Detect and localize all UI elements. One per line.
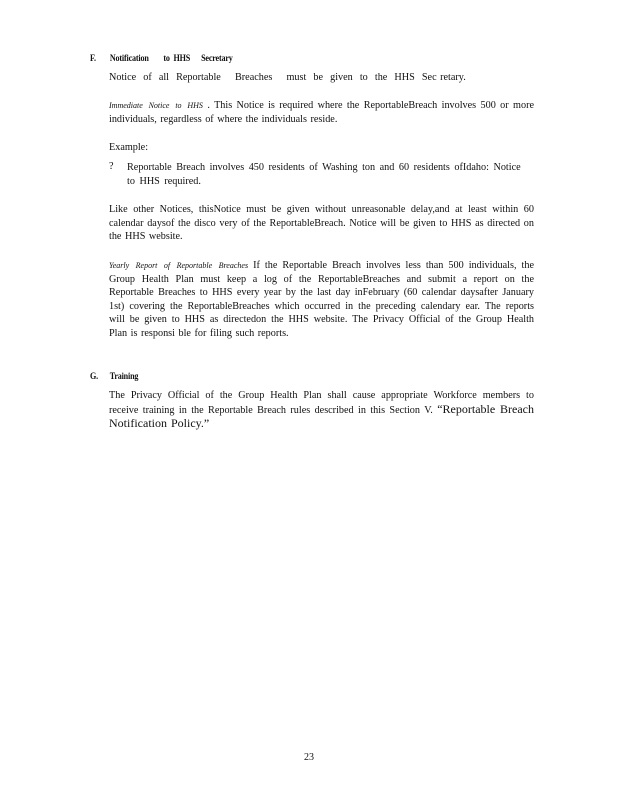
section-title: Training <box>109 371 139 381</box>
section-f-heading <box>90 53 233 63</box>
bullet-marker: ? <box>109 161 114 172</box>
example-bullet-text: Reportable Breach involves 450 residents of Washing ton and 60 residents ofIdaho: Notice to HHS required. <box>127 162 521 187</box>
section-letter: F. <box>90 53 96 63</box>
other-notices-paragraph: Like other Notices, thisNotice must be given without unreasonable delay,and at least within 60 calendar daysof the disco very of the ReportableBreach. Notice will be given to HHS as directed on the HHS website. <box>109 204 534 242</box>
section-title: Notification to HHS Secretary <box>109 53 233 63</box>
training-paragraph <box>109 389 534 432</box>
page-number: 23 <box>304 752 314 763</box>
yearly-report-lead: Yearly Report of Reportable Breaches <box>109 261 249 270</box>
section-g-heading <box>90 371 138 381</box>
training-text: The Privacy Official of the Group Health Plan shall cause appropriate Workforce members to receive training in the Reportable Breach rules described in this Section V. <box>109 390 534 416</box>
immediate-notice-text: . This Notice is required where the ReportableBreach involves 500 or more individuals, regardless of where the individuals reside. <box>109 100 534 125</box>
section-f-intro: Notice of all Reportable Breaches must be given to the HHS Sec retary. <box>109 72 466 83</box>
section-letter: G. <box>90 371 98 381</box>
example-label: Example: <box>109 142 149 153</box>
policy-title: “Reportable Breach Notification Policy.” <box>109 401 535 430</box>
yearly-report-text: If the Reportable Breach involves less than 500 individuals, the Group Health Plan must keep a log of the ReportableBreaches and submit a report on the Reportable Breaches to HHS every year by the last day inFebruary (60 calendar daysafter January 1st) covering the ReportableBreaches which occurred in the preceding calendary ear. The reports will be given to HHS as directedon the HHS website. The Privacy Official of the Group Health Plan is responsi ble for filing such reports. <box>109 260 534 339</box>
immediate-notice-paragraph <box>109 99 534 126</box>
yearly-report-paragraph <box>109 259 534 340</box>
immediate-notice-lead: Immediate Notice to HHS <box>109 101 203 110</box>
